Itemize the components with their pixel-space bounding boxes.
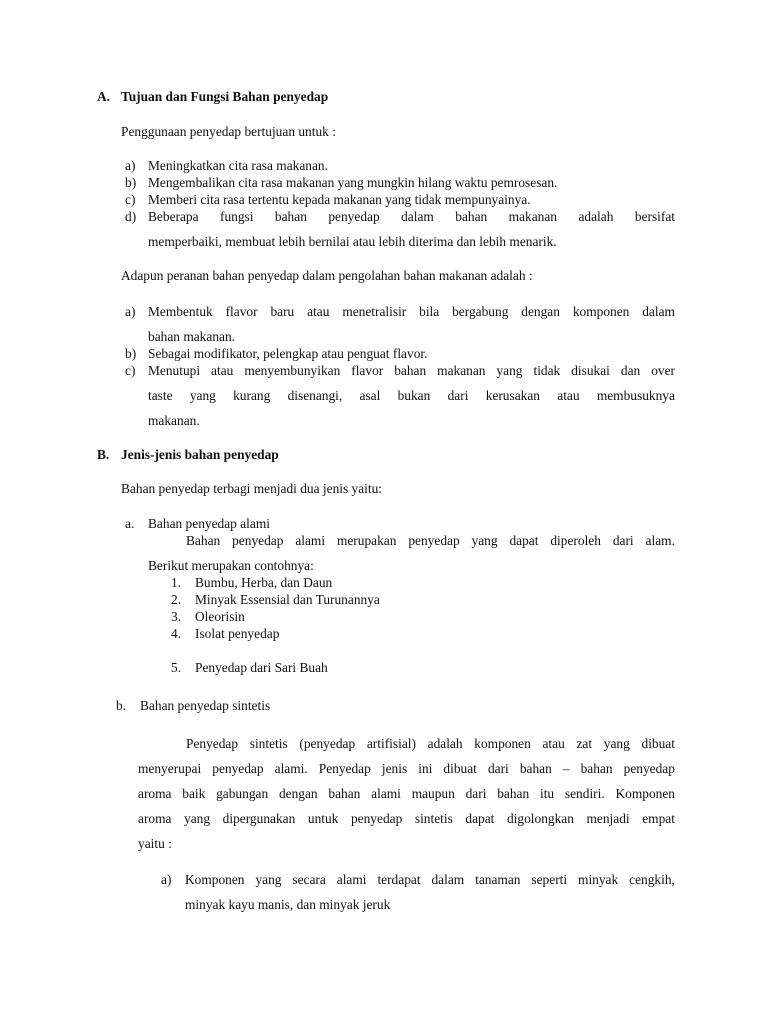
goal-d-line-2: memperbaiki, membuat lebih bernilai atau lebih diterima dan lebih menarik.	[148, 234, 557, 249]
word: alami.	[274, 761, 308, 776]
word: tanaman	[475, 872, 521, 887]
word: bahan	[274, 209, 307, 224]
synthetic-title: Bahan penyedap sintetis	[140, 698, 271, 713]
goal-d-line-1	[148, 208, 675, 225]
word: over	[651, 363, 675, 378]
word: zat	[576, 736, 593, 751]
word: penyedap	[350, 811, 403, 826]
word: makanan	[508, 209, 558, 224]
word: cengkih,	[629, 872, 675, 887]
goal-b-marker: b)	[125, 175, 137, 190]
word: yang	[189, 388, 216, 403]
word: taste	[148, 388, 173, 403]
word: dipergunakan	[222, 811, 296, 826]
goal-c-text: Memberi cita rasa tertentu kepada makanan yang tidak mempunyainya.	[148, 192, 531, 207]
example-1-marker: 1.	[171, 575, 182, 590]
section-a-letter: A.	[97, 89, 111, 104]
word: aroma	[138, 811, 172, 826]
role-c-line-1	[148, 362, 675, 379]
synthetic-para-line-2	[138, 760, 675, 777]
role-a-line-1	[148, 303, 675, 320]
word: bahan	[580, 761, 613, 776]
example-4-text: Isolat penyedap	[195, 626, 280, 641]
word: dari	[447, 388, 469, 403]
word: Penyedap	[318, 761, 371, 776]
word: empat	[642, 811, 675, 826]
example-5-text: Penyedap dari Sari Buah	[195, 660, 328, 675]
word: jenis	[381, 761, 408, 776]
roles-intro: Adapun peranan bahan penyedap dalam pengolahan bahan makanan adalah :	[121, 268, 533, 283]
word: yang	[255, 872, 282, 887]
word: sendiri.	[564, 786, 605, 801]
word: alam.	[645, 533, 675, 548]
word: bila	[419, 304, 440, 319]
example-3-text: Oleorisin	[195, 609, 245, 624]
word: Beberapa	[148, 209, 199, 224]
word: dalam	[642, 304, 675, 319]
word: dibuat	[443, 761, 477, 776]
word: minyak	[578, 872, 619, 887]
word: penyedap	[212, 761, 264, 776]
word: yang	[496, 363, 523, 378]
section-b-letter: B.	[97, 447, 110, 462]
example-5-marker: 5.	[171, 660, 182, 675]
word: ini	[418, 761, 433, 776]
component-a-line-2: minyak kayu manis, dan minyak jeruk	[185, 897, 391, 912]
component-a-marker: a)	[161, 872, 172, 887]
role-c-line-2	[148, 387, 675, 404]
role-a-line-2: bahan makanan.	[148, 329, 235, 344]
word: penyedap	[328, 209, 380, 224]
word: disukai	[571, 363, 610, 378]
word: yang	[603, 736, 630, 751]
word: dalam	[431, 872, 465, 887]
word: sintetis	[414, 811, 453, 826]
word: menyerupai	[138, 761, 202, 776]
word: adalah	[427, 736, 463, 751]
word: –	[562, 761, 570, 776]
word: flavor	[351, 363, 384, 378]
word: atau	[557, 388, 580, 403]
component-a-line-1	[185, 871, 675, 888]
word: makanan	[437, 363, 486, 378]
word: menyembunyikan	[244, 363, 341, 378]
word: asal	[359, 388, 381, 403]
word: bahan	[394, 363, 427, 378]
goal-a-text: Meningkatkan cita rasa makanan.	[148, 158, 328, 173]
word: untuk	[307, 811, 339, 826]
word: dari	[612, 533, 634, 548]
word: kerusakan	[485, 388, 540, 403]
word: baru	[270, 304, 295, 319]
synthetic-para-line-5: yaitu :	[138, 836, 172, 851]
word: penyedap	[623, 761, 675, 776]
word: bahan	[519, 761, 552, 776]
word: yang	[471, 533, 498, 548]
role-c-line-3: makanan.	[148, 413, 200, 428]
word: Menutupi	[148, 363, 201, 378]
natural-marker: a.	[125, 516, 135, 531]
word: dan	[620, 363, 641, 378]
word: membusuknya	[596, 388, 675, 403]
natural-title: Bahan penyedap alami	[148, 516, 270, 531]
word: alami	[336, 872, 367, 887]
word: dapat	[509, 533, 539, 548]
word: Komponen	[185, 872, 245, 887]
word: dapat	[465, 811, 495, 826]
word: gabungan	[216, 786, 269, 801]
word: Membentuk	[148, 304, 213, 319]
section-b-intro: Bahan penyedap terbagi menjadi dua jenis yaitu:	[121, 481, 383, 496]
word: flavor	[225, 304, 258, 319]
goal-c-marker: c)	[125, 192, 136, 207]
role-c-marker: c)	[125, 363, 136, 378]
word: maupun	[411, 786, 455, 801]
role-a-marker: a)	[125, 304, 136, 319]
word: Komponen	[615, 786, 675, 801]
role-b-text: Sebagai modifikator, pelengkap atau penguat flavor.	[148, 346, 428, 361]
word: kurang	[233, 388, 271, 403]
word: disenangi,	[287, 388, 343, 403]
word: menjadi	[586, 811, 630, 826]
word: adalah	[578, 209, 614, 224]
word: atau	[211, 363, 234, 378]
word: dengan	[521, 304, 560, 319]
word: (penyedap	[299, 736, 356, 751]
goal-a-marker: a)	[125, 158, 136, 173]
synthetic-para-line-3	[138, 785, 675, 802]
natural-desc-line-1	[186, 532, 675, 549]
goal-d-marker: d)	[125, 209, 137, 224]
example-2-marker: 2.	[171, 592, 182, 607]
word: dari	[487, 761, 509, 776]
natural-desc-line-2: Berikut merupakan contohnya:	[148, 558, 314, 573]
word: menetralisir	[342, 304, 407, 319]
word: bahan	[328, 786, 361, 801]
word: bukan	[397, 388, 431, 403]
word: seperti	[531, 872, 568, 887]
section-a-intro: Penggunaan penyedap bertujuan untuk :	[121, 124, 336, 139]
word: baik	[182, 786, 206, 801]
section-a-title: Tujuan dan Fungsi Bahan penyedap	[121, 89, 329, 104]
word: digolongkan	[506, 811, 574, 826]
word: bahan	[455, 209, 488, 224]
word: dalam	[401, 209, 434, 224]
word: bahan	[497, 786, 530, 801]
word: yang	[184, 811, 211, 826]
goal-b-text: Mengembalikan cita rasa makanan yang mungkin hilang waktu pemrosesan.	[148, 175, 558, 190]
word: merupakan	[336, 533, 397, 548]
section-b-title: Jenis-jenis bahan penyedap	[121, 447, 279, 462]
example-1-text: Bumbu, Herba, dan Daun	[195, 575, 333, 590]
word: alami	[371, 786, 401, 801]
word: atau	[307, 304, 330, 319]
word: komponen	[572, 304, 630, 319]
word: penyedap	[408, 533, 460, 548]
synthetic-para-line-1	[186, 735, 675, 752]
word: dibuat	[641, 736, 675, 751]
word: penyedap	[232, 533, 284, 548]
word: Penyedap	[186, 736, 239, 751]
word: terdapat	[377, 872, 421, 887]
word: komponen	[474, 736, 531, 751]
word: diperoleh	[550, 533, 601, 548]
word: tidak	[533, 363, 561, 378]
word: sintetis	[249, 736, 288, 751]
synthetic-marker: b.	[116, 698, 127, 713]
synthetic-para-line-4	[138, 810, 675, 827]
word: aroma	[138, 786, 172, 801]
role-b-marker: b)	[125, 346, 137, 361]
word: atau	[542, 736, 565, 751]
word: fungsi	[220, 209, 254, 224]
example-3-marker: 3.	[171, 609, 182, 624]
word: secara	[292, 872, 326, 887]
word: bergabung	[452, 304, 509, 319]
word: Bahan	[186, 533, 221, 548]
word: artifisial)	[366, 736, 416, 751]
word: dengan	[278, 786, 318, 801]
example-2-text: Minyak Essensial dan Turunannya	[195, 592, 380, 607]
word: alami	[295, 533, 326, 548]
word: dari	[465, 786, 487, 801]
word: itu	[539, 786, 555, 801]
example-4-marker: 4.	[171, 626, 182, 641]
word: bersifat	[634, 209, 675, 224]
